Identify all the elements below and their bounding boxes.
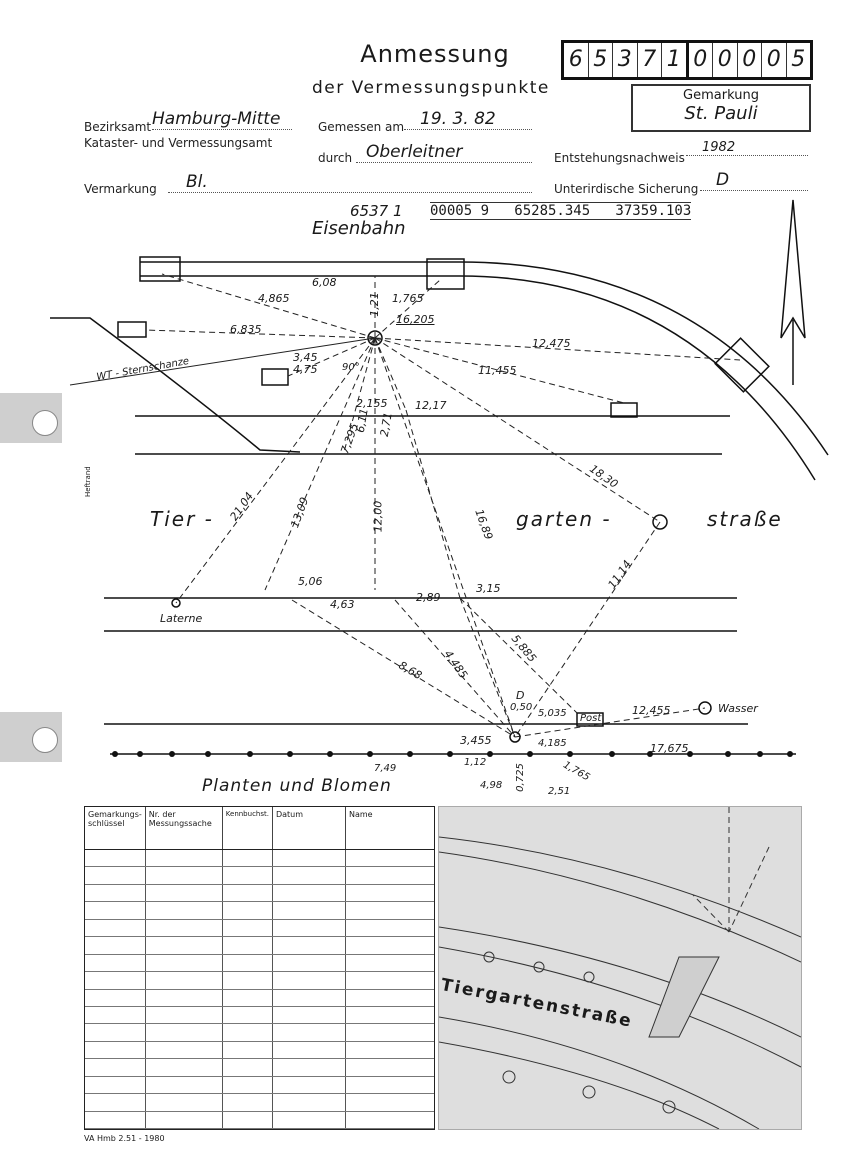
- gemessen-value: 19. 3. 82: [404, 109, 532, 130]
- table-header: Kennbuchst.: [222, 807, 272, 850]
- table-cell: [272, 1041, 345, 1058]
- measurement-label: 12,455: [632, 704, 671, 717]
- measurement-label: 18,30: [587, 462, 621, 491]
- street-name-part: garten -: [516, 507, 612, 531]
- bezirksamt-value: Hamburg-Mitte: [152, 109, 292, 130]
- number-digit: 0: [738, 43, 763, 77]
- building-box: [611, 403, 637, 417]
- table-header: Datum: [272, 807, 345, 850]
- laterne-label: Laterne: [160, 612, 203, 625]
- measurement-label: 11,14: [605, 557, 635, 592]
- measurement-label: 13,09: [288, 495, 312, 530]
- table-cell: [345, 1024, 434, 1041]
- measurement-label: 17,675: [650, 742, 689, 755]
- table-cell: [145, 1059, 222, 1076]
- measurement-label: 2,71: [377, 411, 395, 438]
- building-box: [262, 369, 288, 385]
- table-cell: [222, 1111, 272, 1128]
- measurement-label: 4,865: [258, 292, 290, 305]
- aerial-photo: [438, 806, 802, 1130]
- table-cell: [272, 1059, 345, 1076]
- table-cell: [222, 1094, 272, 1111]
- durch-value: Oberleitner: [356, 142, 532, 163]
- table-cell: [85, 902, 145, 919]
- table-cell: [222, 919, 272, 936]
- table-cell: [345, 1076, 434, 1093]
- table-header: Name: [345, 807, 434, 850]
- table-cell: [145, 972, 222, 989]
- number-digit: 7: [638, 43, 663, 77]
- table-row: [85, 1041, 434, 1058]
- table-cell: [222, 850, 272, 867]
- table-row: [85, 850, 434, 867]
- mast-hatched: [715, 338, 769, 392]
- table-cell: [85, 1076, 145, 1093]
- table-cell: [145, 1024, 222, 1041]
- number-digit: 3: [613, 43, 638, 77]
- measurement-label: 1,21: [367, 292, 381, 317]
- measurement-label: 12,475: [532, 337, 571, 350]
- table-cell: [272, 972, 345, 989]
- table-row: [85, 1024, 434, 1041]
- measurement-label: 21,04: [227, 489, 257, 524]
- measurement-label: 4,98: [480, 780, 503, 791]
- d-label: D: [516, 689, 525, 702]
- table-cell: [345, 1059, 434, 1076]
- table-cell: [145, 1006, 222, 1023]
- measurement-label: 12,00: [371, 500, 385, 533]
- table-cell: [272, 902, 345, 919]
- table-cell: [272, 989, 345, 1006]
- table-cell: [345, 884, 434, 901]
- wt-label: WT - Sternschanze: [95, 355, 190, 384]
- angle-label: 90°: [342, 362, 360, 373]
- eisenbahn-label: Eisenbahn: [312, 218, 406, 239]
- table-cell: [222, 884, 272, 901]
- footer-label: VA Hmb 2.51 - 1980: [84, 1134, 165, 1143]
- table-cell: [222, 902, 272, 919]
- table-cell: [345, 1006, 434, 1023]
- railway-curve: [460, 262, 828, 455]
- table-header: Nr. der Messungssache: [145, 807, 222, 850]
- measurement-label: 8,68: [396, 658, 425, 683]
- measurement-label: 0,725: [514, 763, 526, 792]
- table-row: [85, 954, 434, 971]
- table-cell: [222, 954, 272, 971]
- number-digit: 1: [662, 43, 689, 77]
- table-row: [85, 972, 434, 989]
- entstehung-label: Entstehungsnachweis: [554, 151, 685, 165]
- table-cell: [272, 1006, 345, 1023]
- table-cell: [222, 1041, 272, 1058]
- survey-table: [84, 806, 435, 1130]
- table-cell: [85, 919, 145, 936]
- planten-label: Planten und Blomen: [202, 776, 392, 796]
- measurement-label: 4,75: [293, 363, 318, 376]
- table-cell: [85, 954, 145, 971]
- mast-hatched: [140, 257, 180, 281]
- table-row: [85, 884, 434, 901]
- table-cell: [85, 1094, 145, 1111]
- wasser-label: Wasser: [718, 702, 758, 715]
- table-row: [85, 867, 434, 884]
- street-name-part: straße: [707, 507, 783, 531]
- table-cell: [85, 972, 145, 989]
- railway-curve: [460, 276, 815, 480]
- number-digit: 5: [791, 47, 806, 72]
- measurement-label: 6,835: [230, 323, 262, 336]
- vermarkung-label: Vermarkung: [84, 182, 157, 196]
- table-cell: [272, 884, 345, 901]
- table-cell: [345, 902, 434, 919]
- building-box: [118, 322, 146, 337]
- table-header: Gemarkungs-schlüssel: [85, 807, 145, 850]
- measurement-label: 7,295: [338, 421, 362, 456]
- measurement-label: 16,205: [396, 313, 435, 326]
- measurement-label: 6,11: [353, 407, 371, 434]
- mast-hatched: [427, 259, 464, 289]
- heftrand-label: Heftrand: [84, 466, 92, 497]
- table-cell: [145, 919, 222, 936]
- table-cell: [345, 989, 434, 1006]
- table-row: [85, 902, 434, 919]
- measurement-label: 5,06: [298, 575, 323, 588]
- measurement-label: 5,035: [538, 708, 567, 719]
- measurement-label: 1,765: [561, 759, 592, 784]
- amt-label: Kataster- und Vermessungsamt: [84, 136, 273, 150]
- table-cell: [345, 919, 434, 936]
- north-arrow: [781, 200, 805, 338]
- table-cell: [145, 902, 222, 919]
- coord-prefix: 6537 1: [350, 202, 403, 220]
- number-digit: 6: [564, 43, 589, 77]
- table-cell: [272, 1111, 345, 1128]
- street-name-part: Tier -: [150, 507, 214, 531]
- number-digit: 0: [689, 43, 714, 77]
- table-cell: [345, 954, 434, 971]
- table-cell: [145, 884, 222, 901]
- table-cell: [85, 1024, 145, 1041]
- measurement-label: 11,455: [478, 364, 517, 377]
- table-cell: [222, 937, 272, 954]
- table-cell: [145, 1111, 222, 1128]
- table-cell: [145, 1041, 222, 1058]
- number-digit: 5: [589, 43, 614, 77]
- measurement-label: 6,08: [312, 276, 337, 289]
- table-body: [85, 850, 434, 1129]
- table-cell: [85, 937, 145, 954]
- table-cell: [272, 867, 345, 884]
- gemarkung-label: Gemarkung: [683, 88, 759, 103]
- table-cell: [85, 867, 145, 884]
- table-row: [85, 1059, 434, 1076]
- table-cell: [85, 1006, 145, 1023]
- measurement-label: 4,185: [538, 738, 567, 749]
- table-cell: [345, 937, 434, 954]
- table-cell: [345, 1111, 434, 1128]
- measurement-label: 1,12: [464, 757, 487, 768]
- measurement-label: 2,155: [356, 397, 388, 410]
- gemarkung-value: St. Pauli: [684, 103, 758, 124]
- table-cell: [345, 972, 434, 989]
- measurement-label: 3,15: [476, 582, 501, 595]
- measurement-label: 7,49: [374, 763, 397, 774]
- table-cell: [85, 884, 145, 901]
- table-cell: [145, 850, 222, 867]
- table-cell: [222, 989, 272, 1006]
- number-digit: 0: [713, 43, 738, 77]
- table-cell: [222, 1076, 272, 1093]
- table-cell: [345, 1041, 434, 1058]
- table-cell: [222, 1059, 272, 1076]
- sicherung-value: D: [700, 170, 808, 191]
- measurement-label: 2,51: [548, 786, 571, 797]
- table-cell: [345, 867, 434, 884]
- table-cell: [272, 954, 345, 971]
- measurement-label: 2,89: [416, 591, 441, 604]
- measurement-label: 12,17: [415, 399, 447, 412]
- table-cell: [145, 937, 222, 954]
- table-row: [85, 937, 434, 954]
- table-row: [85, 989, 434, 1006]
- table-cell: [145, 1076, 222, 1093]
- table-row: [85, 1111, 434, 1128]
- table-cell: [272, 850, 345, 867]
- table-cell: [145, 1094, 222, 1111]
- photo-drawing: [439, 807, 801, 1129]
- form-title: Anmessung: [360, 40, 510, 68]
- table-cell: [272, 1024, 345, 1041]
- vermarkung-value: Bl.: [168, 172, 532, 193]
- table-cell: [85, 850, 145, 867]
- gemessen-label: Gemessen am: [318, 120, 405, 134]
- table-cell: [222, 867, 272, 884]
- table-row: [85, 1094, 434, 1111]
- measurement-label: 16,89: [472, 507, 496, 542]
- measurement-label: 1,765: [392, 292, 424, 305]
- table-cell: [272, 1076, 345, 1093]
- measurement-label: 3,455: [460, 734, 492, 747]
- table-row: [85, 1006, 434, 1023]
- table-cell: [145, 867, 222, 884]
- measurement-label: 4,485: [441, 647, 471, 682]
- measurement-label: 5,885: [508, 632, 539, 665]
- measurement-label: 4,63: [330, 598, 355, 611]
- table-cell: [222, 1024, 272, 1041]
- table-cell: [85, 1059, 145, 1076]
- table-cell: [85, 1111, 145, 1128]
- measurement-label: 3,45: [293, 351, 318, 364]
- table-cell: [272, 919, 345, 936]
- table-cell: [272, 937, 345, 954]
- sicherung-label: Unterirdische Sicherung: [554, 182, 699, 196]
- photo-street-label: Tiergartenstraße: [439, 975, 635, 1032]
- bezirksamt-label: Bezirksamt: [84, 120, 152, 134]
- table-row: [85, 1076, 434, 1093]
- d-sub: 0,50: [510, 702, 533, 713]
- durch-label: durch: [318, 151, 353, 165]
- table-cell: [145, 989, 222, 1006]
- table-row: [85, 919, 434, 936]
- table-cell: [345, 1094, 434, 1111]
- table-cell: [272, 1094, 345, 1111]
- table-cell: [345, 850, 434, 867]
- table-cell: [85, 1041, 145, 1058]
- table-cell: [222, 972, 272, 989]
- form-subtitle: der Vermessungspunkte: [312, 78, 550, 98]
- entstehung-value: 1982: [686, 140, 808, 156]
- table-cell: [145, 954, 222, 971]
- number-digit: 0: [762, 43, 787, 77]
- table-cell: [222, 1006, 272, 1023]
- table-cell: [85, 989, 145, 1006]
- coord-line: 00005 9 65285.345 37359.103: [430, 203, 692, 219]
- post-label: Post: [580, 713, 602, 724]
